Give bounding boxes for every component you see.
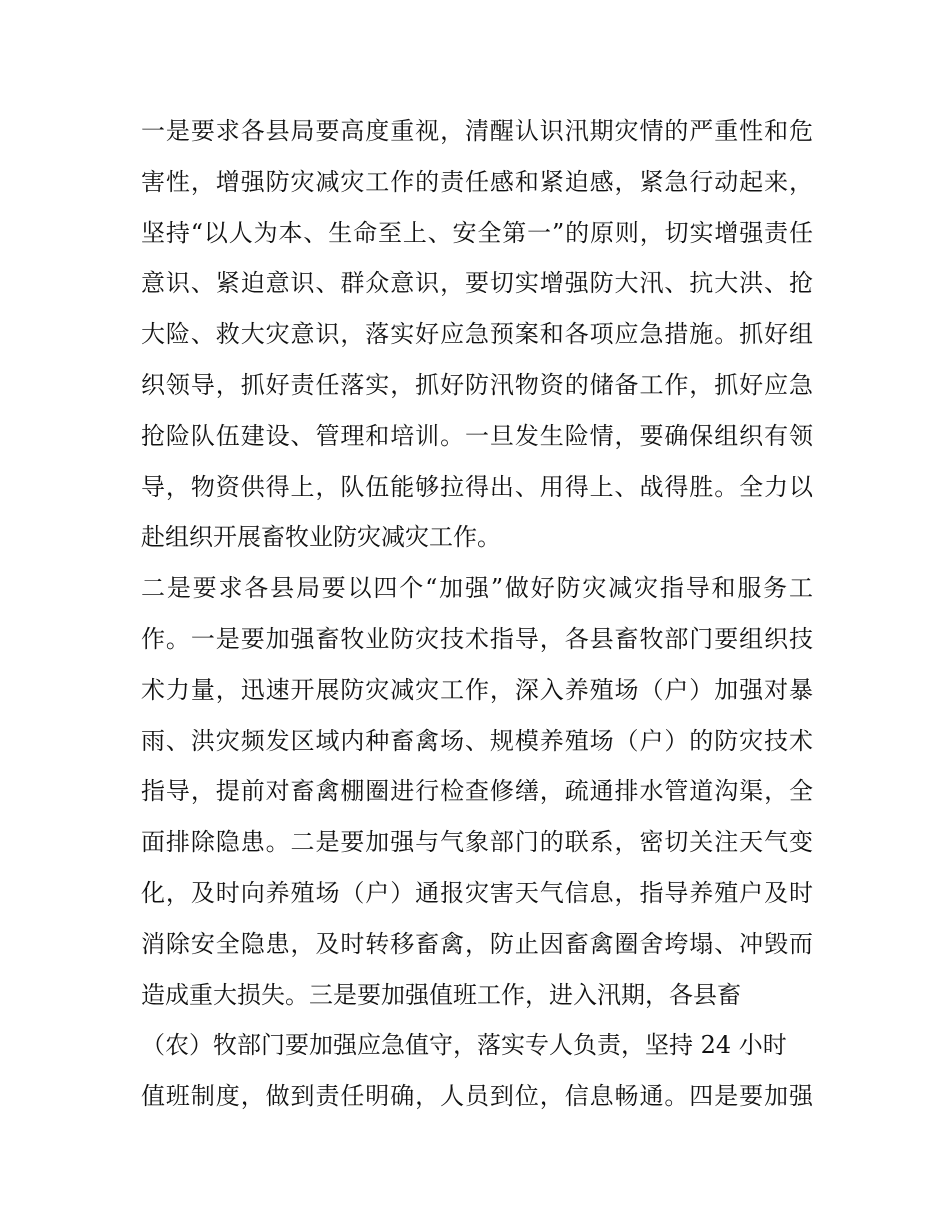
text-line: 面排除隐患。二是要加强与气象部门的联系，密切关注天气变	[141, 828, 813, 857]
text-line: 织领导，抓好责任落实，抓好防汛物资的储备工作，抓好应急	[141, 370, 813, 399]
text-line: 赴组织开展畜牧业防灾减灾工作。	[141, 523, 501, 552]
text-line: （农）牧部门要加强应急值守，落实专人负责，坚持 24 小时	[141, 1031, 787, 1060]
text-line: 抢险队伍建设、管理和培训。一旦发生险情，要确保组织有领	[141, 421, 813, 450]
text-line: 消除安全隐患，及时转移畜禽，防止因畜禽圈舍垮塌、冲毁而	[141, 929, 813, 958]
body-text	[141, 106, 813, 1122]
text-line: 坚持“以人为本、生命至上、安全第一”的原则，切实增强责任	[141, 218, 813, 247]
text-line: 作。一是要加强畜牧业防灾技术指导，各县畜牧部门要组织技	[141, 624, 813, 653]
text-line: 意识、紧迫意识、群众意识，要切实增强防大汛、抗大洪、抢	[141, 269, 813, 298]
text-line: 二是要求各县局要以四个“加强”做好防灾减灾指导和服务工	[141, 574, 813, 603]
text-line: 造成重大损失。三是要加强值班工作，进入汛期，各县畜	[141, 980, 741, 1009]
text-line: 害性，增强防灾减灾工作的责任感和紧迫感，紧急行动起来，	[141, 167, 813, 196]
text-line: 指导，提前对畜禽棚圈进行检查修缮，疏通排水管道沟渠，全	[141, 777, 813, 806]
text-line: 雨、洪灾频发区域内种畜禽场、规模养殖场（户）的防灾技术	[141, 726, 813, 755]
text-line: 值班制度，做到责任明确，人员到位，信息畅通。四是要加强	[141, 1082, 813, 1111]
text-line: 术力量，迅速开展防灾减灾工作，深入养殖场（户）加强对暴	[141, 675, 813, 704]
text-line: 大险、救大灾意识，落实好应急预案和各项应急措施。抓好组	[141, 320, 813, 349]
text-line: 一是要求各县局要高度重视，清醒认识汛期灾情的严重性和危	[141, 117, 813, 145]
text-line: 导，物资供得上，队伍能够拉得出、用得上、战得胜。全力以	[141, 472, 813, 501]
text-line: 化，及时向养殖场（户）通报灾害天气信息，指导养殖户及时	[141, 878, 813, 907]
